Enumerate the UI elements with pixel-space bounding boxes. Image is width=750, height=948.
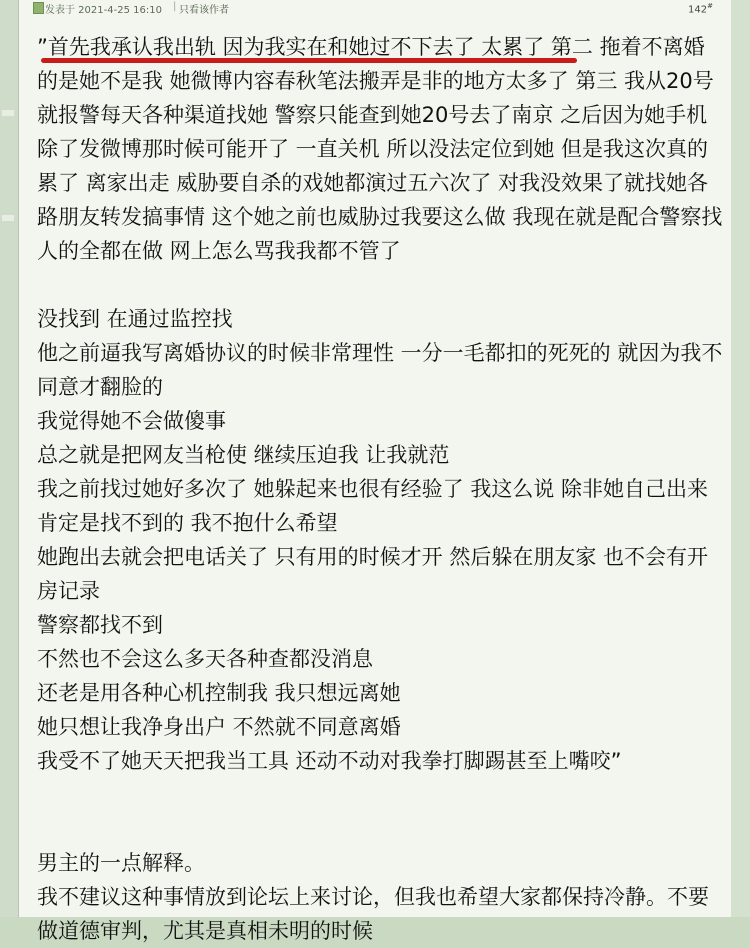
post-line: 没找到 在通过监控找 xyxy=(37,307,233,331)
floor-number[interactable] xyxy=(688,2,713,15)
post-line: 还老是用各种心机控制我 我只想远离她 xyxy=(37,681,401,705)
forum-post xyxy=(18,0,732,943)
post-paragraph: ”首先我承认我出轨 因为我实在和她过不下去了 太累了 第二 拖着不离婚的是她不是我 她微博内容春秋笔法搬弄是非的地方太多了 第三 我从20号就报警每天各种渠道找她 警察只能查到她20号去了南京 之后因为她手机除了发微博那时候可能开了 一直关机 所以没法定位到她 但是我这次真的累了 离家出走 威胁要自杀的戏她都演过五六次了 对我没效果了就找她各路朋友转发搞事情 这个她之前也威胁过我要这么做 我现在就是配合警察找人的全都在做 网上怎么骂我我都不管了 xyxy=(37,35,723,263)
right-gutter xyxy=(731,0,750,917)
post-line: 我受不了她天天把我当工具 还动不动对我拳打脚踢甚至上嘴咬” xyxy=(37,749,622,773)
left-gutter xyxy=(0,0,18,917)
gutter-mark xyxy=(2,110,14,116)
post-line: 她只想让我净身出户 不然就不同意离婚 xyxy=(37,715,401,739)
explanation-title: 男主的一点解释。 xyxy=(37,851,205,875)
post-body xyxy=(37,30,723,948)
post-line: 她跑出去就会把电话关了 只有用的时候才开 然后躲在朋友家 也不会有开房记录 xyxy=(37,545,709,603)
author-only-link[interactable]: 只看该作者 xyxy=(179,5,229,16)
explanation-text: 我不建议这种事情放到论坛上来讨论，但我也希望大家都保持冷静。不要做道德审判，尤其是真相未明的时候 xyxy=(37,885,709,943)
post-meta-bar xyxy=(19,0,731,16)
post-line: 总之就是把网友当枪使 继续压迫我 让我就范 xyxy=(37,443,450,467)
floor-number-sup: # xyxy=(707,2,713,10)
post-status-icon xyxy=(33,2,44,14)
meta-separator: | xyxy=(173,1,177,12)
post-line: 不然也不会这么多天各种查都没消息 xyxy=(37,647,373,671)
post-line: 他之前逼我写离婚协议的时候非常理性 一分一毛都扣的死死的 就因为我不同意才翻脸的 xyxy=(37,341,723,399)
gutter-mark xyxy=(2,215,14,221)
post-date: 发表于 2021-4-25 16:10 xyxy=(45,5,162,16)
post-line: 警察都找不到 xyxy=(37,613,163,637)
post-line: 我之前找过她好多次了 她躲起来也很有经验了 我这么说 除非她自己出来 肯定是找不到的 我不抱什么希望 xyxy=(37,477,709,535)
floor-number-value: 142 xyxy=(688,4,708,16)
post-line: 我觉得她不会做傻事 xyxy=(37,409,226,433)
